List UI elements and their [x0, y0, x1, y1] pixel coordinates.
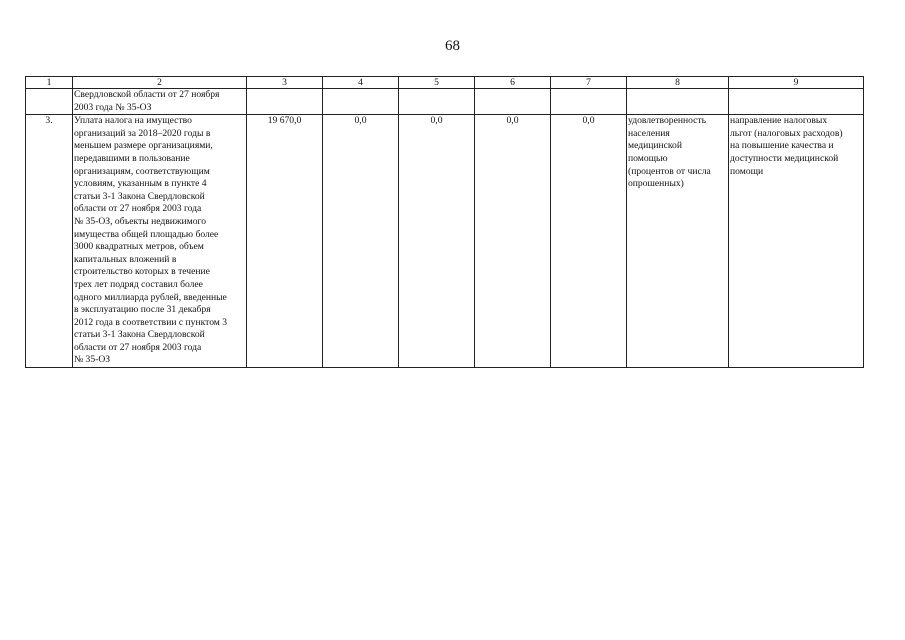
column-header: 2	[73, 77, 247, 89]
value-cell: 0,0	[551, 115, 627, 368]
table-row-continuation	[26, 89, 864, 115]
table-cell	[247, 89, 323, 115]
column-header: 5	[399, 77, 475, 89]
column-header: 1	[26, 77, 73, 89]
tax-expenditure-table	[25, 76, 864, 368]
table-cell	[551, 89, 627, 115]
table-row	[26, 115, 864, 368]
table-cell	[26, 89, 73, 115]
column-header: 3	[247, 77, 323, 89]
column-header: 7	[551, 77, 627, 89]
table-cell	[627, 89, 729, 115]
value-cell: 19 670,0	[247, 115, 323, 368]
indicator-cell: удовлетворенность населения медицинской помощью (процентов от числа опрошенных)	[627, 115, 729, 368]
value-cell: 0,0	[475, 115, 551, 368]
row-description: Уплата налога на имущество организаций за 2018–2020 годы в меньшем размере организациями, передавшими в пользование организациям, соответствующим условиям, указанным в пункте 4 статьи 3-1 Закона Свердловской области от 27 ноября 2003 года № 35-ОЗ, объекты недвижимого имущества общей площадью более 3000 квадратных метров, объем капитальных вложений в строительство которых в течение трех лет подряд составил более одного миллиарда рублей, введенные в эксплуатацию после 31 декабря 2012 года в соответствии с пунктом 3 статьи 3-1 Закона Свердловской области от 27 ноября 2003 года № 35-ОЗ	[73, 115, 247, 368]
row-index: 3.	[26, 115, 73, 368]
value-cell: 0,0	[399, 115, 475, 368]
column-header: 8	[627, 77, 729, 89]
table-cell-text: Свердловской области от 27 ноября 2003 года № 35-ОЗ	[73, 89, 247, 115]
column-header: 4	[323, 77, 399, 89]
table-header-row	[26, 77, 864, 89]
table-cell	[323, 89, 399, 115]
column-header: 6	[475, 77, 551, 89]
table-cell	[729, 89, 864, 115]
table-cell	[399, 89, 475, 115]
page-number: 68	[445, 38, 460, 54]
value-cell: 0,0	[323, 115, 399, 368]
column-header: 9	[729, 77, 864, 89]
table-cell	[475, 89, 551, 115]
purpose-cell: направление налоговых льгот (налоговых расходов) на повышение качества и доступности медицинской помощи	[729, 115, 864, 368]
